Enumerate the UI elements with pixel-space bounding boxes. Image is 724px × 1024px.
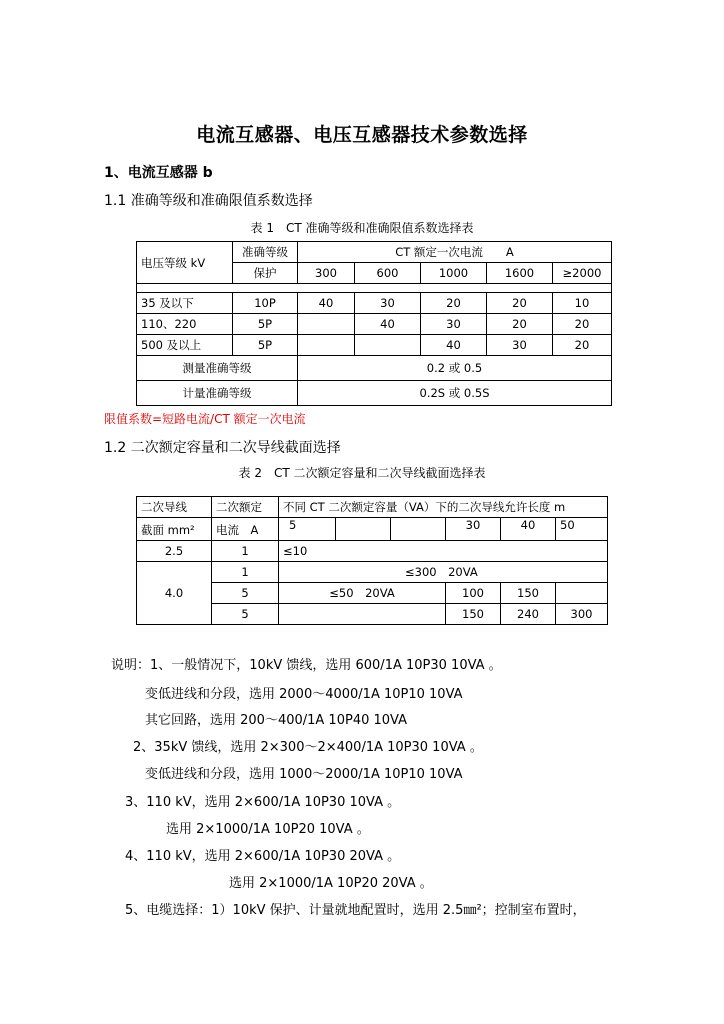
cap-40: 40 (501, 518, 556, 541)
current-1600: 1600 (487, 263, 553, 284)
measure-accuracy-label: 测量准确等级 (137, 356, 298, 381)
current-600: 600 (355, 263, 421, 284)
section-cell: 2.5 (137, 541, 212, 562)
header-protect: 保护 (233, 263, 298, 284)
current-2000: ≥2000 (553, 263, 612, 284)
page-title: 电流互感器、电压互感器技术参数选择 (196, 124, 528, 146)
header-wire: 二次导线 (137, 497, 212, 518)
length-cell: 150 (446, 604, 501, 625)
measure-accuracy-value: 0.2 或 0.5 (298, 356, 612, 381)
value-cell: 20 (421, 293, 487, 314)
voltage-cell: 35 及以下 (137, 293, 233, 314)
ct-accuracy-table (136, 241, 612, 406)
value-cell: 20 (487, 293, 553, 314)
section-heading-ct: 1、电流互感器 b (104, 165, 213, 181)
header-voltage: 电压等级 kV (137, 242, 233, 284)
value-cell: 10 (553, 293, 612, 314)
class-cell: 5P (233, 335, 298, 356)
value-cell: 20 (553, 314, 612, 335)
length-cell: 240 (501, 604, 556, 625)
section-heading-accuracy: 1.1 准确等级和准确限值系数选择 (104, 193, 313, 209)
length-cell: 300 (556, 604, 608, 625)
ct-secondary-table (136, 496, 608, 625)
current-cell: 5 (212, 583, 279, 604)
header-section: 截面 mm² (137, 518, 212, 541)
explain-line-7: 选用 2×1000/1A 10P20 10VA 。 (166, 822, 370, 837)
current-cell: 5 (212, 604, 279, 625)
meter-accuracy-label: 计量准确等级 (137, 381, 298, 406)
explain-line-4: 2、35kV 馈线，选用 2×300～2×400/1A 10P30 10VA 。 (133, 740, 483, 755)
table1-caption: 表 1 CT 准确等级和准确限值系数选择表 (250, 221, 474, 235)
table2-caption: 表 2 CT 二次额定容量和二次导线截面选择表 (238, 466, 486, 480)
explain-line-6: 3、110 kV，选用 2×600/1A 10P30 10VA 。 (125, 795, 401, 810)
section-heading-secondary: 1.2 二次额定容量和二次导线截面选择 (104, 440, 341, 456)
limit-factor-note: 限值系数=短路电流/CT 额定一次电流 (104, 412, 306, 426)
value-cell: 30 (421, 314, 487, 335)
cap-5: 5 (279, 518, 336, 541)
value-cell: 30 (355, 293, 421, 314)
value-cell (298, 335, 355, 356)
header-current: 电流 A (212, 518, 279, 541)
voltage-cell: 500 及以上 (137, 335, 233, 356)
current-1000: 1000 (421, 263, 487, 284)
cap-blank (336, 518, 391, 541)
value-cell: 40 (355, 314, 421, 335)
length-cell: ≤50 20VA (279, 583, 446, 604)
length-cell (556, 583, 608, 604)
cap-blank (391, 518, 446, 541)
explain-line-10: 5、电缆选择：1）10kV 保护、计量就地配置时，选用 2.5㎜²；控制室布置时， (125, 903, 586, 918)
explain-line-8: 4、110 kV，选用 2×600/1A 10P30 20VA 。 (125, 849, 401, 864)
explain-line-3: 其它回路，选用 200～400/1A 10P40 10VA (145, 713, 407, 728)
explain-line-9: 选用 2×1000/1A 10P20 20VA 。 (229, 876, 433, 891)
value-cell: 20 (487, 314, 553, 335)
length-cell: 150 (501, 583, 556, 604)
length-cell: 100 (446, 583, 501, 604)
length-cell (279, 604, 446, 625)
cap-30: 30 (446, 518, 501, 541)
voltage-cell: 110、220 (137, 314, 233, 335)
spacer-row (137, 284, 612, 293)
explain-line-5: 变低进线和分段，选用 1000～2000/1A 10P10 10VA (145, 767, 463, 782)
current-cell: 1 (212, 562, 279, 583)
value-cell (298, 314, 355, 335)
class-cell: 10P (233, 293, 298, 314)
value-cell: 30 (487, 335, 553, 356)
cap-50: 50 (556, 518, 608, 541)
value-cell: 20 (553, 335, 612, 356)
explain-line-2: 变低进线和分段，选用 2000～4000/1A 10P10 10VA (145, 687, 463, 702)
current-cell: 1 (212, 541, 279, 562)
header-accuracy: 准确等级 (233, 242, 298, 263)
meter-accuracy-value: 0.2S 或 0.5S (298, 381, 612, 406)
value-cell: 40 (298, 293, 355, 314)
value-cell (355, 335, 421, 356)
length-cell: ≤300 20VA (279, 562, 608, 583)
explain-line-1: 说明：1、一般情况下，10kV 馈线，选用 600/1A 10P30 10VA 。 (111, 658, 502, 673)
header-capacity: 不同 CT 二次额定容量（VA）下的二次导线允许长度 m (279, 497, 608, 518)
value-cell: 40 (421, 335, 487, 356)
header-ct-current: CT 额定一次电流 A (298, 242, 612, 263)
length-cell: ≤10 (279, 541, 608, 562)
header-rated: 二次额定 (212, 497, 279, 518)
class-cell: 5P (233, 314, 298, 335)
current-300: 300 (298, 263, 355, 284)
section-cell: 4.0 (137, 562, 212, 625)
